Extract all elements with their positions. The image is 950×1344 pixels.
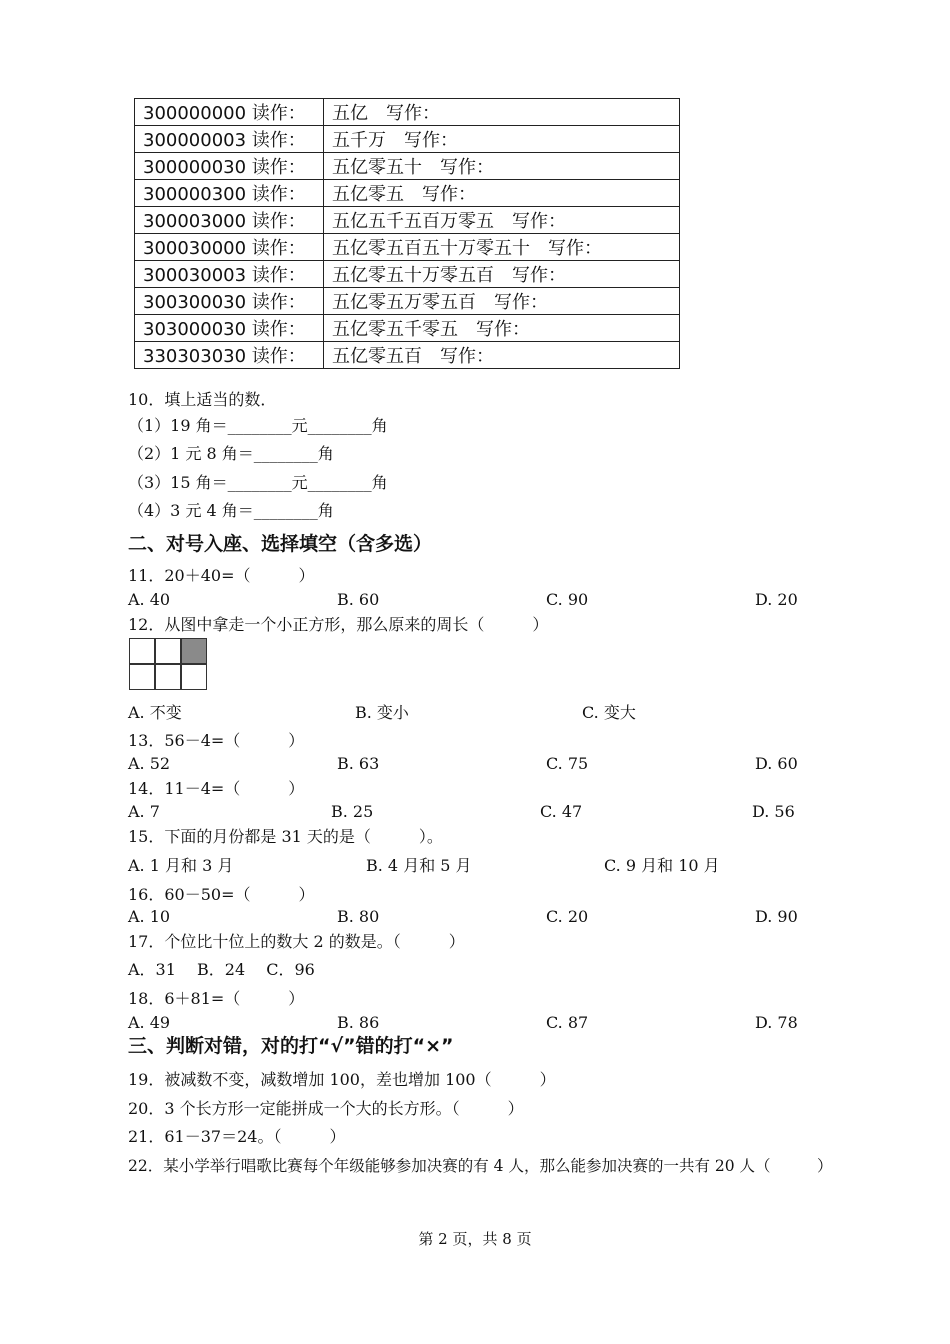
- table-row: [135, 207, 680, 234]
- table-row: [135, 234, 680, 261]
- question-16-stem: 16．60－50=（ ）: [128, 885, 315, 904]
- table-row: [135, 180, 680, 207]
- question-11-option-b: B. 60: [337, 590, 380, 609]
- question-12-stem: 12．从图中拿走一个小正方形，那么原来的周长（ ）: [128, 615, 549, 634]
- question-15-option-b: B. 4 月和 5 月: [366, 856, 472, 875]
- question-16-option-a: A. 10: [128, 907, 171, 926]
- words-write-cell: 五亿零五十 写作：: [324, 153, 680, 180]
- words-write-cell: 五亿零五百五十万零五十 写作：: [324, 234, 680, 261]
- number-read-cell: 300300030 读作：: [135, 288, 324, 315]
- question-16-option-b: B. 80: [337, 907, 380, 926]
- grid-square: [129, 638, 155, 664]
- table-row: [135, 261, 680, 288]
- question-15-stem: 15．下面的月份都是 31 天的是（ ）。: [128, 827, 443, 846]
- section-3-heading: 三、判断对错，对的打“√”错的打“×”: [128, 1035, 454, 1057]
- question-17-stem: 17．个位比十位上的数大 2 的数是。（ ）: [128, 932, 465, 951]
- words-write-cell: 五亿零五十万零五百 写作：: [324, 261, 680, 288]
- words-write-cell: 五亿五千五百万零五 写作：: [324, 207, 680, 234]
- question-13-option-c: C. 75: [546, 754, 589, 773]
- question-11-option-a: A. 40: [128, 590, 171, 609]
- question-11-option-d: D. 20: [755, 590, 798, 609]
- question-13-option-b: B. 63: [337, 754, 380, 773]
- question-13-stem: 13．56－4=（ ）: [128, 731, 305, 750]
- question-15-option-c: C. 9 月和 10 月: [604, 856, 720, 875]
- table-row: [135, 153, 680, 180]
- question-18-option-d: D. 78: [755, 1013, 798, 1032]
- question-12-option-c: C. 变大: [582, 703, 636, 722]
- number-read-cell: 300000000 读作：: [135, 99, 324, 126]
- question-10-line-4: （4）3 元 4 角＝________角: [128, 501, 334, 520]
- question-18-option-b: B. 86: [337, 1013, 380, 1032]
- table-row: [135, 126, 680, 153]
- number-read-cell: 300030000 读作：: [135, 234, 324, 261]
- words-write-cell: 五千万 写作：: [324, 126, 680, 153]
- table-row: [135, 288, 680, 315]
- words-write-cell: 五亿零五千零五 写作：: [324, 315, 680, 342]
- table-row: [135, 315, 680, 342]
- question-18-option-a: A. 49: [128, 1013, 171, 1032]
- number-read-cell: 303000030 读作：: [135, 315, 324, 342]
- question-22-stem: 22．某小学举行唱歌比赛每个年级能够参加决赛的有 4 人，那么能参加决赛的一共有 20 人（ ）: [128, 1157, 833, 1175]
- grid-square: [155, 638, 181, 664]
- table-row: [135, 99, 680, 126]
- question-10-line-3: （3）15 角＝________元________角: [128, 473, 388, 492]
- number-read-cell: 300030003 读作：: [135, 261, 324, 288]
- question-10-line-2: （2）1 元 8 角＝________角: [128, 444, 334, 463]
- question-13-option-d: D. 60: [755, 754, 798, 773]
- question-16-option-c: C. 20: [546, 907, 589, 926]
- question-13-option-a: A. 52: [128, 754, 171, 773]
- question-14-option-a: A. 7: [128, 802, 160, 821]
- words-write-cell: 五亿零五万零五百 写作：: [324, 288, 680, 315]
- grid-square: [129, 664, 155, 690]
- question-10-title: 10．填上适当的数．: [128, 390, 277, 409]
- grid-square: [181, 664, 207, 690]
- page-footer: 第 2 页，共 8 页: [418, 1230, 532, 1248]
- grid-square: [155, 664, 181, 690]
- question-16-option-d: D. 90: [755, 907, 798, 926]
- question-12-option-b: B. 变小: [355, 703, 409, 722]
- words-write-cell: 五亿零五百 写作：: [324, 342, 680, 369]
- question-18-option-c: C. 87: [546, 1013, 589, 1032]
- table-row: [135, 342, 680, 369]
- question-14-option-c: C. 47: [540, 802, 583, 821]
- number-read-cell: 300000003 读作：: [135, 126, 324, 153]
- question-12-option-a: A. 不变: [128, 703, 182, 722]
- question-14-option-d: D. 56: [752, 802, 795, 821]
- question-14-option-b: B. 25: [331, 802, 374, 821]
- number-read-cell: 300000300 读作：: [135, 180, 324, 207]
- question-17-options: A．31 B．24 C．96: [128, 960, 315, 979]
- number-read-cell: 300003000 读作：: [135, 207, 324, 234]
- question-18-stem: 18．6＋81=（ ）: [128, 989, 305, 1008]
- square-grid-figure: [129, 638, 209, 692]
- question-20-stem: 20．3 个长方形一定能拼成一个大的长方形。（ ）: [128, 1099, 524, 1118]
- number-read-cell: 330303030 读作：: [135, 342, 324, 369]
- words-write-cell: 五亿零五 写作：: [324, 180, 680, 207]
- question-11-stem: 11．20＋40=（ ）: [128, 566, 315, 585]
- number-read-cell: 300000030 读作：: [135, 153, 324, 180]
- question-19-stem: 19．被减数不变，减数增加 100，差也增加 100（ ）: [128, 1070, 556, 1089]
- question-21-stem: 21．61－37＝24。（ ）: [128, 1127, 346, 1146]
- grid-square-shaded: [181, 638, 207, 664]
- words-write-cell: 五亿 写作：: [324, 99, 680, 126]
- question-11-option-c: C. 90: [546, 590, 589, 609]
- question-14-stem: 14．11－4=（ ）: [128, 779, 305, 798]
- question-15-option-a: A. 1 月和 3 月: [128, 856, 234, 875]
- read-write-table: [134, 98, 680, 369]
- section-2-heading: 二、对号入座、选择填空（含多选）: [128, 533, 433, 555]
- question-10-line-1: （1）19 角＝________元________角: [128, 416, 388, 435]
